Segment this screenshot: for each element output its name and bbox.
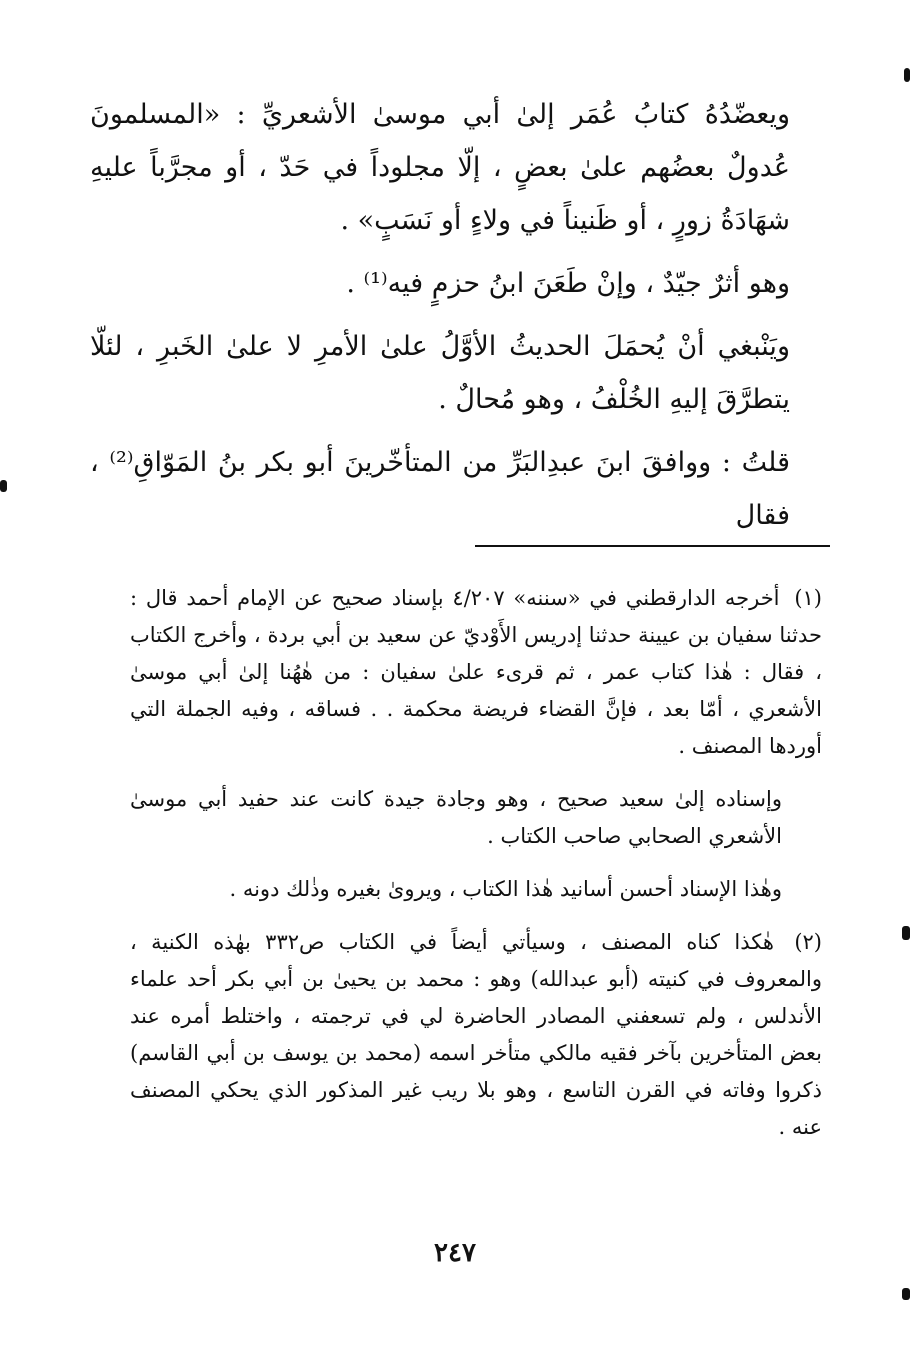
scan-mark <box>902 1288 910 1300</box>
footnote-1 <box>130 580 822 765</box>
scan-mark <box>0 480 7 492</box>
paragraph-2: وهو أثرٌ جيّدٌ ، وإنْ طَعَنَ ابنُ حزمٍ فيه⁽¹⁾ . <box>346 268 790 299</box>
paragraph-1: ويعضّدُهُ كتابُ عُمَر إلىٰ أبي موسىٰ الأشعريِّ : «المسلمونَ عُدولٌ بعضُهم علىٰ بعضٍ ، إلّا مجلوداً في حَدّ ، أو مجرَّباً عليهِ شهَادَةُ زورٍ ، أو ظَنيناً في ولاءٍ أو نَسَبٍ» . <box>90 99 790 236</box>
main-text <box>90 88 790 552</box>
footnote-text: أخرجه الدارقطني في «سننه» ٤/٢٠٧ بإسناد صحيح عن الإمام أحمد قال : حدثنا سفيان بن عيينة حدثنا إدريس الأَوْديّ عن سعيد بن أبي بردة ، وأخرج الكتاب ، فقال : هٰذا كتاب عمر ، ثم قرىء علىٰ سفيان : من هٰهُنا إلىٰ أبي موسىٰ الأشعري ، أمّا بعد ، فإنَّ القضاء فريضة محكمة . . فساقه ، وفيه الجملة التي أوردها المصنف . <box>130 586 822 758</box>
scan-mark <box>902 926 910 940</box>
paragraph-3: ويَنْبغي أنْ يُحمَلَ الحديثُ الأوَّلُ علىٰ الأمرِ لا علىٰ الخَبرِ ، لئلّا يتطرَّقَ إليهِ الخُلْفُ ، وهو مُحالٌ . <box>90 331 790 415</box>
footnote-1-paragraph-2: وإسناده إلىٰ سعيد صحيح ، وهو وجادة جيدة كانت عند حفيد أبي موسىٰ الأشعري الصحابي صاحب الكتاب . <box>130 787 782 848</box>
footnotes <box>130 580 822 1162</box>
scan-mark <box>904 68 910 82</box>
footnote-1-paragraph-3: وهٰذا الإسناد أحسن أسانيد هٰذا الكتاب ، ويروىٰ بغيره وذٰلك دونه . <box>229 877 782 901</box>
footnote-text: هٰكذا كناه المصنف ، وسيأتي أيضاً في الكتاب ص٣٣٢ بهٰذه الكنية ، والمعروف في كنيته (أبو عبدالله) وهو : محمد بن يحيىٰ بن أبي بكر أحد علماء الأندلس ، ولم تسعفني المصادر الحاضرة لي في ترجمته ، واختلط أمره عند بعض المتأخرين بآخر فقيه مالكي متأخر اسمه (محمد بن يوسف بن أبي القاسم) ذكروا وفاته في القرن التاسع ، وهو بلا ريب غير المذكور الذي يحكي المصنف عنه . <box>130 930 822 1139</box>
footnote-separator <box>475 545 830 547</box>
footnote-2 <box>130 924 822 1146</box>
paragraph-4: قلتُ : ووافقَ ابنَ عبدِالبَرِّ من المتأخّرينَ أبو بكر بنُ المَوّاقِ⁽²⁾ ، فقال <box>90 447 790 531</box>
footnote-number: (٢) <box>794 930 822 954</box>
footnote-number: (١) <box>794 586 822 610</box>
page-number: ٢٤٧ <box>434 1238 476 1268</box>
